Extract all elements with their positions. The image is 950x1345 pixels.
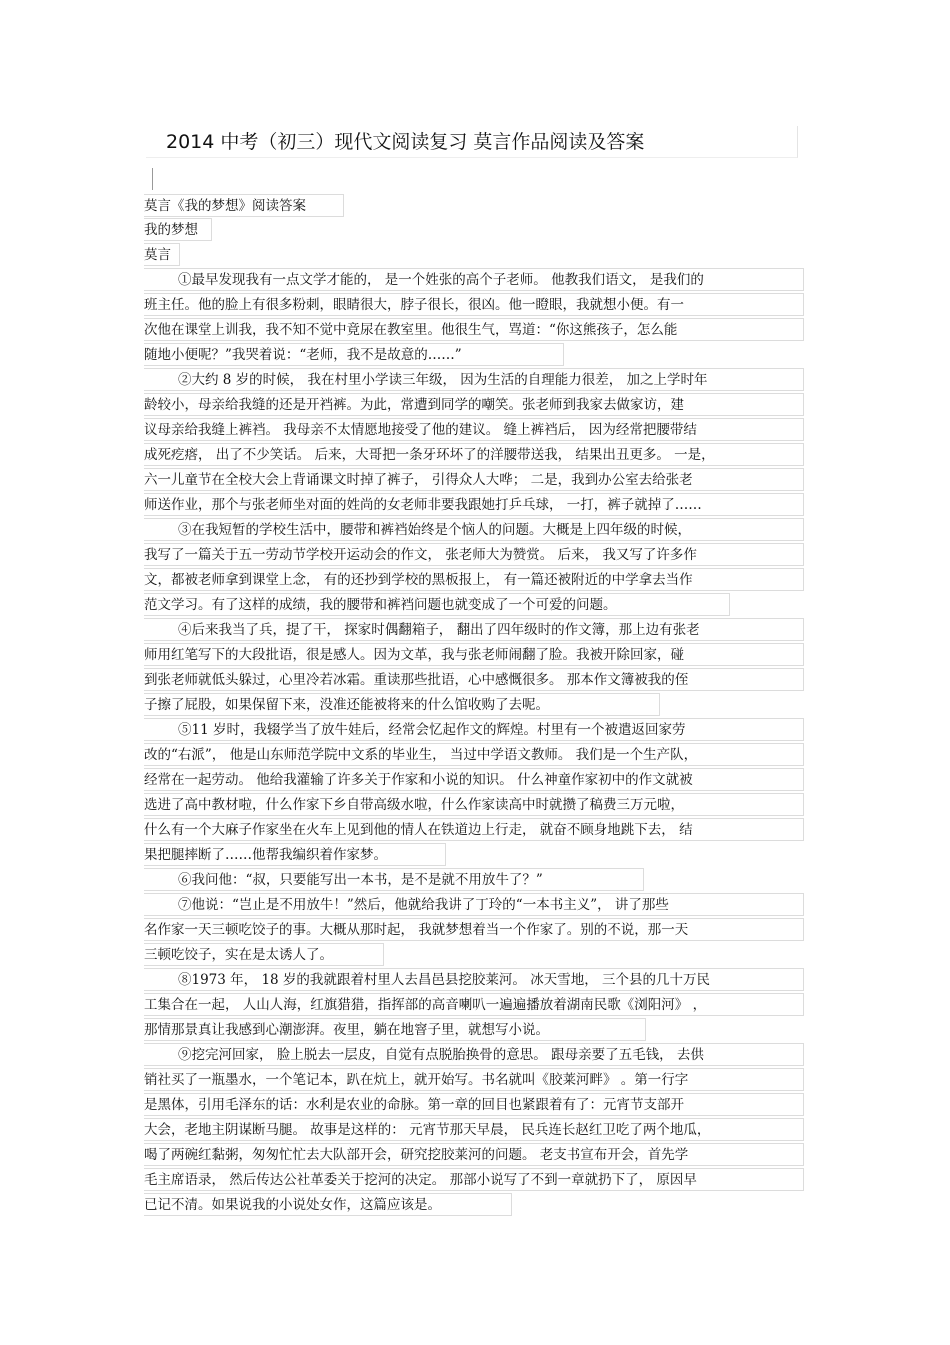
text-line: ①最早发现我有一点文学才能的， 是一个姓张的高个子老师。 他教我们语文， 是我们的	[144, 268, 804, 291]
text-line: ②大约 8 岁的时候， 我在村里小学读三年级， 因为生活的自理能力很差， 加之上学时年	[144, 368, 804, 391]
text-line: 工集合在一起， 人山人海，红旗猎猎，指挥部的高音喇叭一遍遍播放着湖南民歌《浏阳河》 ，	[144, 993, 804, 1016]
text-line: 莫言《我的梦想》阅读答案	[144, 194, 344, 217]
text-line: 子擦了屁股，如果保留下来，没准还能被将来的什么馆收购了去呢。	[144, 693, 660, 716]
text-line: 改的“右派”， 他是山东师范学院中文系的毕业生， 当过中学语文教师。 我们是一个生产队，	[144, 743, 804, 766]
text-line: ④后来我当了兵，提了干， 探家时偶翻箱子， 翻出了四年级时的作文簿，那上边有张老	[144, 618, 804, 641]
text-line: 龄较小，母亲给我缝的还是开裆裤。为此，常遭到同学的嘲笑。张老师到我家去做家访，建	[144, 393, 804, 416]
text-line: 销社买了一瓶墨水，一个笔记本，趴在炕上，就开始写。书名就叫《胶莱河畔》 。第一行字	[144, 1068, 804, 1091]
text-line: 那情那景真让我感到心潮澎湃。夜里，躺在地窨子里，就想写小说。	[144, 1018, 646, 1041]
text-line: ⑥我问他：“叔，只要能写出一本书，是不是就不用放牛了？”	[144, 868, 644, 891]
text-line: 师送作业，那个与张老师坐对面的姓尚的女老师非要我跟她打乒乓球， 一打，裤子就掉了……	[144, 493, 804, 516]
text-line: 到张老师就低头躲过，心里冷若冰霜。重读那些批语，心中感慨很多。 那本作文簿被我的侄	[144, 668, 804, 691]
text-line: 成死疙瘩， 出了不少笑话。 后来，大哥把一条牙环坏了的洋腰带送我， 结果出丑更多。 一是，	[144, 443, 804, 466]
text-line: 名作家一天三顿吃饺子的事。大概从那时起， 我就梦想着当一个作家了。别的不说，那一天	[144, 918, 804, 941]
text-line: ⑨挖完河回家， 脸上脱去一层皮，自觉有点脱胎换骨的意思。 跟母亲要了五毛钱， 去供	[144, 1043, 804, 1066]
text-cursor-mark	[152, 168, 153, 190]
document-title: 2014 中考（初三）现代文阅读复习 莫言作品阅读及答案	[146, 126, 798, 158]
text-line: 议母亲给我缝上裤裆。 我母亲不太情愿地接受了他的建议。 缝上裤裆后， 因为经常把腰带结	[144, 418, 804, 441]
text-line: 果把腿摔断了……他帮我编织着作家梦。	[144, 843, 446, 866]
text-line: 毛主席语录， 然后传达公社革委关于挖河的决定。 那部小说写了不到一章就扔下了， 原因早	[144, 1168, 804, 1191]
text-line: 三顿吃饺子，实在是太诱人了。	[144, 943, 384, 966]
text-line: 我写了一篇关于五一劳动节学校开运动会的作文， 张老师大为赞赏。 后来， 我又写了许多作	[144, 543, 804, 566]
text-line: ⑧1973 年， 18 岁的我就跟着村里人去昌邑县挖胶莱河。 冰天雪地， 三个县的几十万民	[144, 968, 804, 991]
text-line: ⑤11 岁时，我辍学当了放牛娃后，经常会忆起作文的辉煌。村里有一个被遣返回家劳	[144, 718, 804, 741]
text-line: 随地小便呢？”我哭着说：“老师，我不是故意的……”	[144, 343, 564, 366]
text-line: ⑦他说：“岂止是不用放牛！”然后，他就给我讲了丁玲的“一本书主义”， 讲了那些	[144, 893, 804, 916]
text-line: ③在我短暂的学校生活中，腰带和裤裆始终是个恼人的问题。大概是上四年级的时候，	[144, 518, 804, 541]
text-line: 莫言	[144, 243, 180, 266]
text-line: 师用红笔写下的大段批语，很是感人。因为文革，我与张老师闹翻了脸。我被开除回家，碰	[144, 643, 804, 666]
text-line: 文，都被老师拿到课堂上念， 有的还抄到学校的黑板报上， 有一篇还被附近的中学拿去当作	[144, 568, 804, 591]
text-line: 选进了高中教材啦，什么作家下乡自带高级水啦，什么作家读高中时就攒了稿费三万元啦，	[144, 793, 804, 816]
text-line: 已记不清。如果说我的小说处女作，这篇应该是。	[144, 1193, 512, 1216]
text-line: 我的梦想	[144, 218, 212, 241]
text-line: 喝了两碗红黏粥，匆匆忙忙去大队部开会，研究挖胶莱河的问题。 老支书宣布开会，首先学	[144, 1143, 804, 1166]
text-line: 什么有一个大麻子作家坐在火车上见到他的情人在铁道边上行走， 就奋不顾身地跳下去， 结	[144, 818, 804, 841]
text-line: 范文学习。有了这样的成绩，我的腰带和裤裆问题也就变成了一个可爱的问题。	[144, 593, 730, 616]
text-line: 大会，老地主阴谋断马腿。 故事是这样的： 元宵节那天早晨， 民兵连长赵红卫吃了两个地瓜，	[144, 1118, 804, 1141]
text-line: 是黑体，引用毛泽东的话：水利是农业的命脉。第一章的回目也紧跟着有了：元宵节支部开	[144, 1093, 804, 1116]
text-line: 六一儿童节在全校大会上背诵课文时掉了裤子， 引得众人大哗； 二是，我到办公室去给张老	[144, 468, 804, 491]
text-line: 经常在一起劳动。 他给我灌输了许多关于作家和小说的知识。 什么神童作家初中的作文就被	[144, 768, 804, 791]
text-line: 班主任。他的脸上有很多粉刺，眼睛很大，脖子很长，很凶。他一瞪眼，我就想小便。有一	[144, 293, 804, 316]
text-line: 次他在课堂上训我，我不知不觉中竟尿在教室里。他很生气，骂道：“你这熊孩子，怎么能	[144, 318, 804, 341]
